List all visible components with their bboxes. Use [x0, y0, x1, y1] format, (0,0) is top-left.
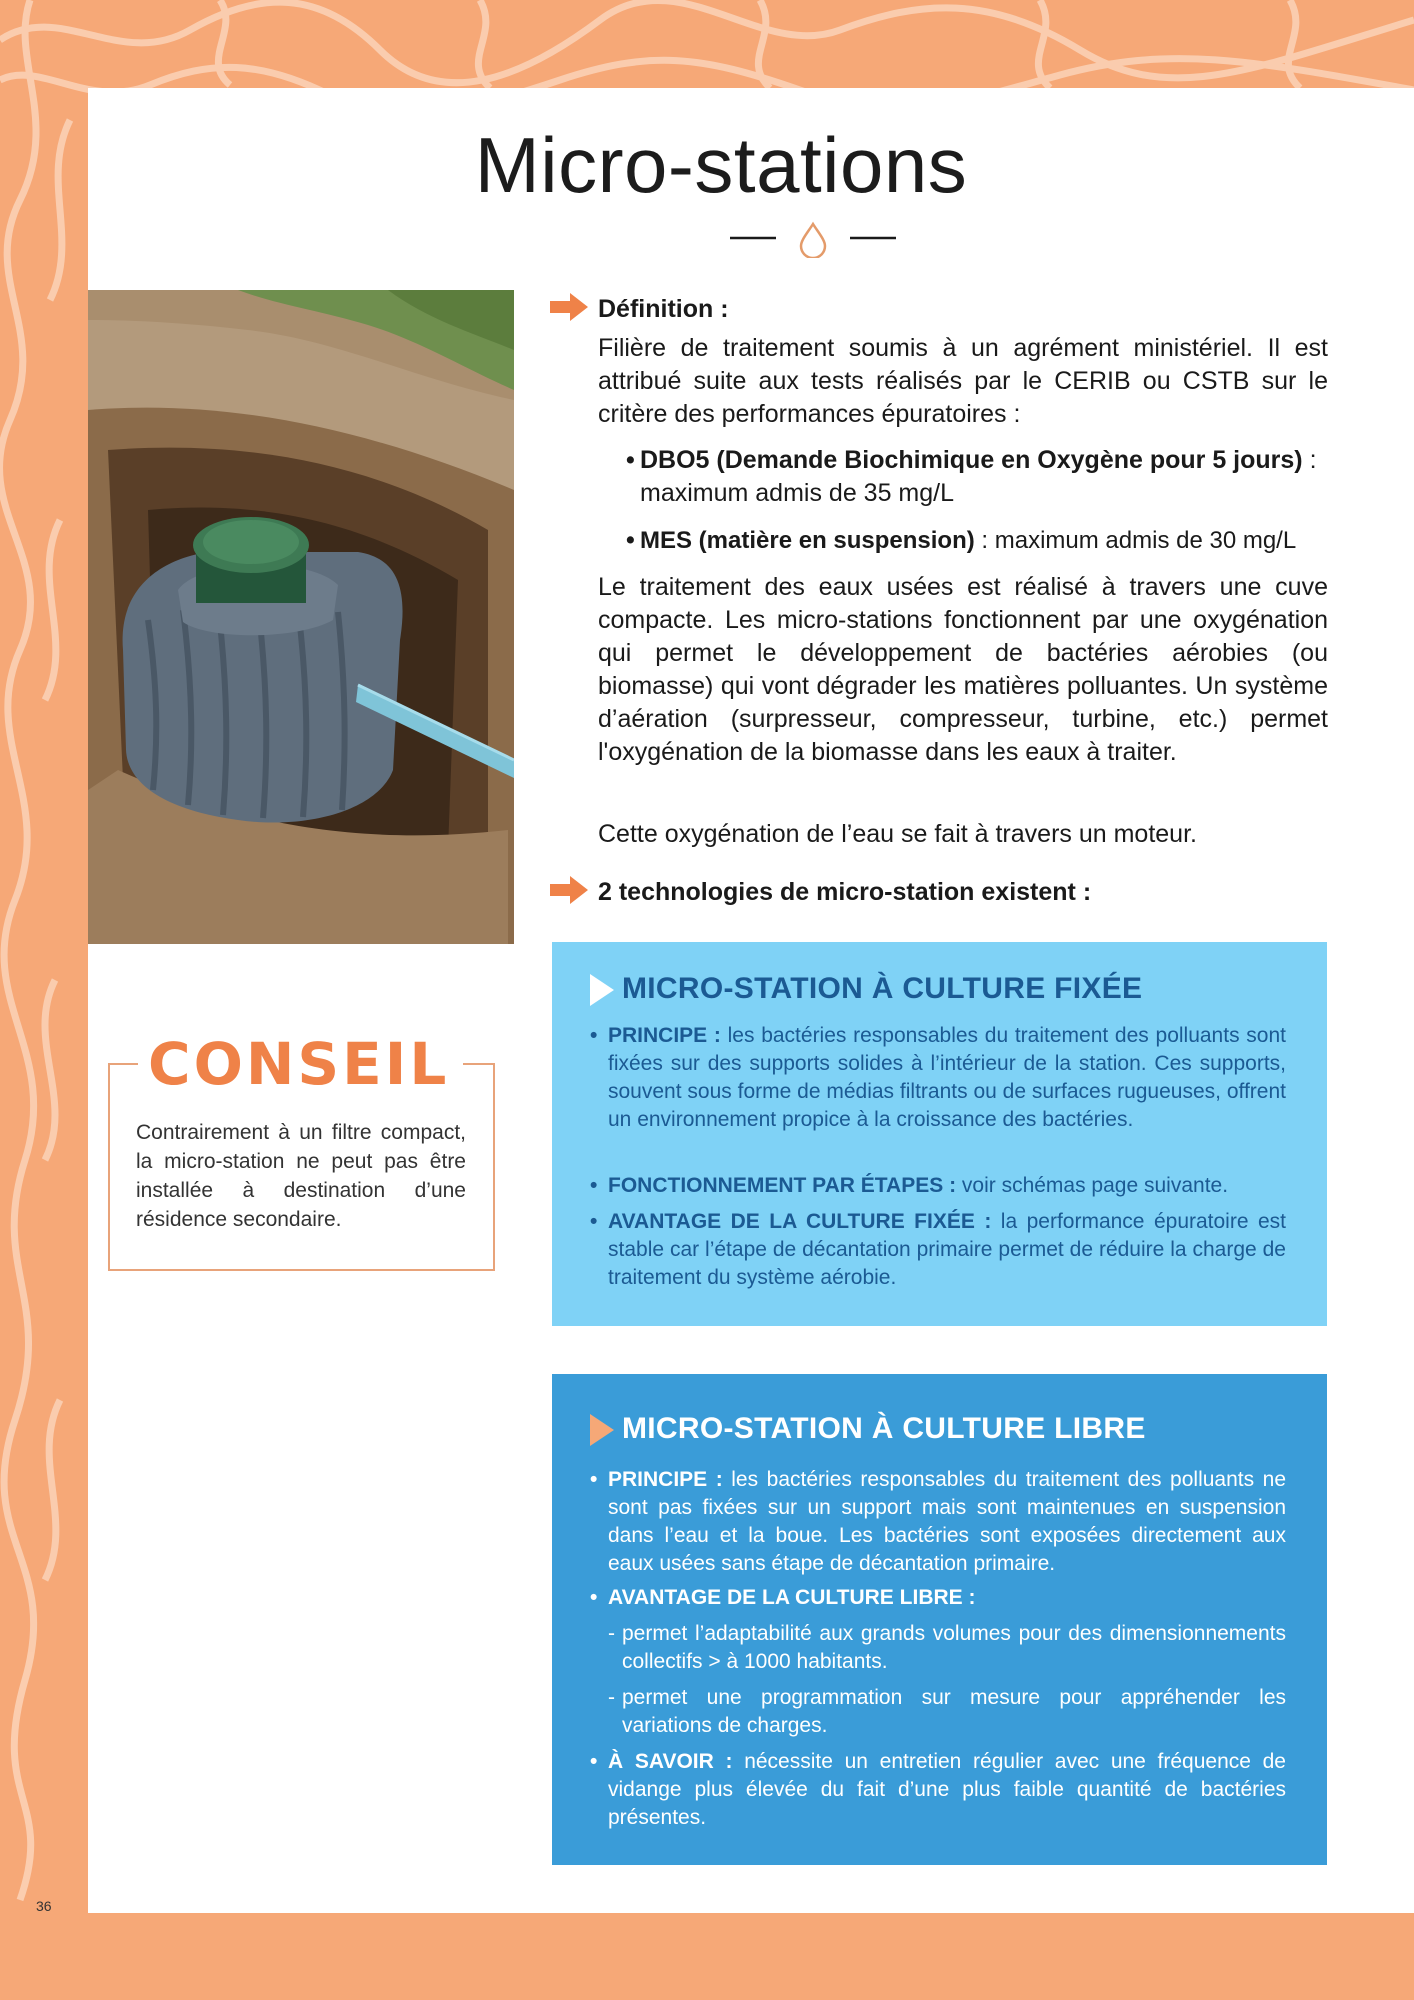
- page-title: Micro-stations: [474, 121, 968, 209]
- libre-panel-title: MICRO-STATION À CULTURE LIBRE: [622, 1412, 1146, 1445]
- bullet-dot: •: [626, 446, 635, 474]
- bullet-dot: •: [590, 1586, 598, 1609]
- fixed-culture-panel: [552, 942, 1327, 1326]
- water-drop-divider-icon: [728, 218, 898, 258]
- definition-intro: Filière de traitement soumis à un agrément ministériel. Il est attribué suite aux tests réalisés par le CERIB ou CSTB sur le critère des performances épuratoires :: [598, 334, 1328, 428]
- triangle-marker-icon: [590, 1414, 614, 1446]
- free-culture-panel: [552, 1374, 1327, 1865]
- fixed-principe: PRINCIPE : les bactéries responsables du traitement des polluants sont fixées sur des supports solides à l’intérieur de la station. Ces supports, souvent sous forme de médias filtrants ou de surfaces rugueuses, offrent un environnement propice à la croissance des bactéries.: [608, 1024, 1286, 1131]
- conseil-top-border-right: [463, 1063, 493, 1065]
- technologies-heading: 2 technologies de micro-station existent :: [598, 878, 1092, 906]
- bullet-dot: •: [590, 1174, 598, 1197]
- dbo5-bullet: DBO5 (Demande Biochimique en Oxygène pour 5 jours) : maximum admis de 35 mg/L: [640, 446, 1317, 507]
- bullet-dot: •: [626, 526, 635, 554]
- conseil-top-border-left: [108, 1063, 138, 1065]
- septic-tank-photo: [88, 290, 514, 944]
- page-number: 36: [36, 1898, 52, 1914]
- libre-avantage-label: AVANTAGE DE LA CULTURE LIBRE :: [608, 1586, 976, 1609]
- fixed-panel-title: MICRO-STATION À CULTURE FIXÉE: [622, 972, 1143, 1005]
- page-sheet: [88, 88, 1414, 1913]
- triangle-marker-icon: [590, 974, 614, 1006]
- dash-marker: -: [608, 1622, 615, 1645]
- fixed-avantage: AVANTAGE DE LA CULTURE FIXÉE : la performance épuratoire est stable car l’étape de décantation primaire permet de réduire la charge de traitement du système aérobie.: [608, 1210, 1286, 1289]
- conseil-text: Contrairement à un filtre compact, la micro-station ne peut pas être installée à destination d’une résidence secondaire.: [136, 1121, 466, 1231]
- conseil-title: CONSEIL: [148, 1030, 450, 1098]
- bullet-dot: •: [590, 1024, 598, 1047]
- bullet-dot: •: [590, 1750, 598, 1773]
- bullet-dot: •: [590, 1468, 598, 1491]
- definition-paragraph-1: Le traitement des eaux usées est réalisé à travers une cuve compacte. Les micro-stations fonctionnent par une oxygénation qui permet le développement de bactéries aérobies (ou biomasse) qui vont dégrader les matières polluantes. Un système d’aération (surpresseur, compresseur, turbine, etc.) permet l'oxygénation de la biomasse dans les eaux à traiter.: [598, 573, 1328, 766]
- mes-bullet: MES (matière en suspension) : maximum admis de 30 mg/L: [640, 527, 1297, 554]
- orange-arrow-icon: [550, 293, 588, 321]
- libre-sub-2: permet une programmation sur mesure pour appréhender les variations de charges.: [622, 1686, 1286, 1737]
- dash-marker: -: [608, 1686, 615, 1709]
- orange-arrow-icon: [550, 876, 588, 904]
- libre-sub-1: permet l’adaptabilité aux grands volumes pour des dimensionnements collectifs > à 1000 habitants.: [622, 1622, 1286, 1673]
- bullet-dot: •: [590, 1210, 598, 1233]
- fixed-fonctionnement: FONCTIONNEMENT PAR ÉTAPES : voir schémas page suivante.: [608, 1174, 1229, 1197]
- definition-heading: Définition :: [598, 295, 729, 323]
- libre-savoir: À SAVOIR : nécessite un entretien régulier avec une fréquence de vidange plus élevée du fait d’une plus faible quantité de bactéries présentes.: [608, 1750, 1286, 1829]
- libre-principe: PRINCIPE : les bactéries responsables du traitement des polluants ne sont pas fixées sur un support mais sont maintenues en suspension dans l’eau et la boue. Les bactéries sont exposées directement aux eaux usées sans étape de décantation primaire.: [608, 1468, 1286, 1575]
- definition-paragraph-2: Cette oxygénation de l’eau se fait à travers un moteur.: [598, 820, 1197, 848]
